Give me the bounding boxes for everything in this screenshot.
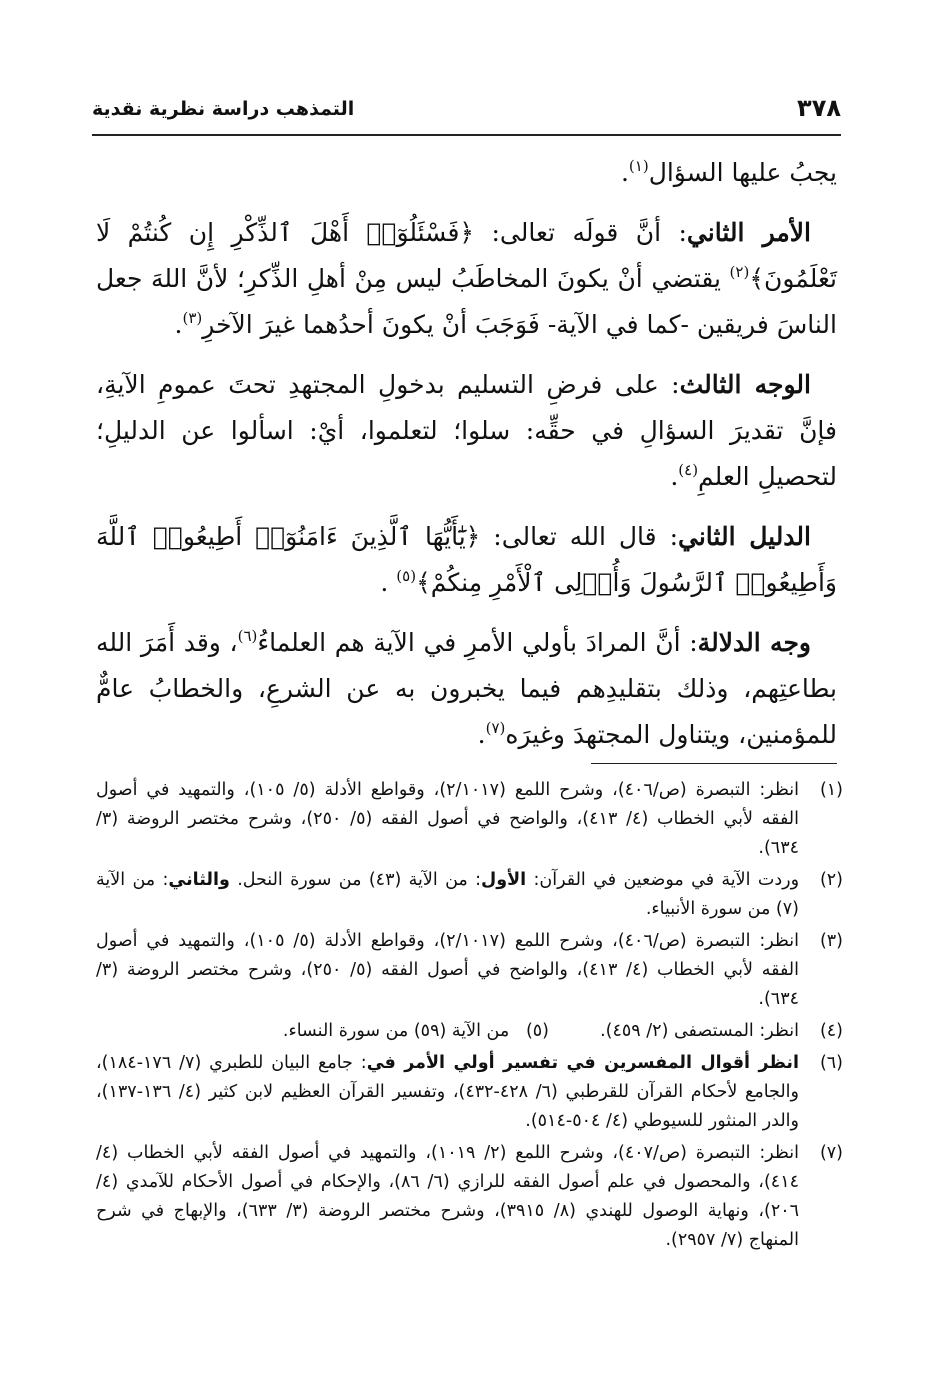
footnote-number: (١): [819, 780, 843, 800]
punctuation: .: [380, 568, 397, 597]
paragraph-text: : على فرضِ التسليم بدخولِ المجتهدِ تحتَ عمومِ الآيةِ، فإنَّ تقديرَ السؤالِ في حقِّه: سلوا؛ لتعلموا، أيْ: اسألوا عن الدليلِ؛ لتحصيلِ العلمِ: [96, 370, 837, 491]
footnote-item: [96, 1139, 843, 1255]
paragraph-text: ، وقد أَمَرَ الله بطاعتِهم، وذلك بتقليدِهم فيما يخبرون به عن الشرعِ، والخطابُ عامٌّ للمؤمنين، ويتناول المجتهدَ وغيرَه: [96, 628, 837, 749]
footnote-item: [96, 866, 843, 924]
footnote-text-part: : من الآية (٧) من سورة الأنبياء.: [96, 870, 799, 919]
paragraph-text: يجبُ عليها السؤال: [648, 158, 837, 187]
footnotes: [96, 776, 843, 1258]
footnote-item: [96, 776, 843, 863]
footnote-number: (٤): [819, 1021, 843, 1041]
footnote-text: انظر: التبصرة (ص/٤٠٦)، وشرح اللمع (٢/١٠١٧)، وقواطع الأدلة (٥/ ١٠٥)، والتمهيد في أصول الفقه لأبي الخطاب (٤/ ٤١٣)، والواضح في أصول الفقه (٥/ ٢٥٠)، وشرح مختصر الروضة (٣/ ٦٣٤).: [96, 931, 800, 1009]
paragraph-4: [96, 514, 837, 606]
footnote-text: [96, 866, 799, 924]
footnote-item: [96, 1017, 843, 1046]
footnote-item: [96, 1049, 843, 1136]
footnote-ref: (٢): [729, 263, 750, 281]
footnote-ref: (١): [628, 157, 649, 175]
footnote-text: [96, 1049, 799, 1136]
footnote-text: انظر: المستصفى (٢/ ٤٥٩).: [600, 1021, 799, 1041]
paragraph-1: [96, 150, 837, 196]
punctuation: .: [477, 720, 486, 749]
quran-verse: ﴿فَسْئَلُوٓا۟ أَهْلَ ٱلذِّكْرِ إِن كُنتُمْ لَا تَعْلَمُونَ﴾: [96, 218, 837, 293]
page-header: [92, 88, 841, 136]
paragraph-3: [96, 362, 837, 500]
paragraph-text: : أنَّ المرادَ بأولي الأمرِ في الآية هم العلماءُ: [257, 628, 698, 657]
section-label: الأمر الثاني: [686, 218, 811, 247]
paragraph-text: يقتضي أنْ يكونَ المخاطَبُ ليس مِنْ أهلِ الذِّكرِ؛ لأنَّ اللهَ جعل الناسَ فريقين -كما في الآية- فَوَجَبَ أنْ يكونَ أحدُهما غيرَ الآخرِ: [96, 264, 837, 339]
page-number: ٣٧٨: [797, 94, 841, 122]
footnote-emphasis: الأول: [481, 870, 527, 890]
footnote-item-inline: [283, 1017, 549, 1046]
footnote-number: (٣): [819, 931, 843, 951]
punctuation: .: [670, 462, 679, 491]
footnote-text: من الآية (٥٩) من سورة النساء.: [282, 1021, 510, 1041]
footnote-ref: (٤): [678, 461, 699, 479]
footnote-text: انظر: التبصرة (ص/٤٠٦)، وشرح اللمع (٢/١٠١٧)، وقواطع الأدلة (٥/ ١٠٥)، والتمهيد في أصول الفقه لأبي الخطاب (٤/ ٤١٣)، والواضح في أصول الفقه (٥/ ٢٥٠)، وشرح مختصر الروضة (٣/ ٦٣٤).: [96, 780, 800, 858]
section-label: وجه الدلالة: [697, 628, 811, 657]
footnote-ref: (٦): [237, 627, 258, 645]
footnote-emphasis: انظر أقوال المفسرين في تفسير أولي الأمر في: [366, 1053, 799, 1073]
footnote-number: (٦): [819, 1053, 843, 1073]
footnote-ref: (٥): [396, 567, 417, 585]
section-label: الوجه الثالث: [679, 370, 811, 399]
main-text: [96, 150, 837, 772]
footnote-number: (٧): [819, 1143, 843, 1163]
footnote-number: (٥): [525, 1021, 549, 1041]
footnote-pair: [96, 1017, 799, 1046]
quran-verse: ﴿يَٰٓأَيُّهَا ٱلَّذِينَ ءَامَنُوٓا۟ أَطِيعُوا۟ ٱللَّهَ وَأَطِيعُوا۟ ٱلرَّسُولَ وَأُو۟لِى ٱلْأَمْرِ مِنكُمْ﴾: [96, 522, 837, 597]
footnote-ref: (٣): [182, 309, 203, 327]
footnote-divider: [591, 763, 837, 764]
paragraph-text: : أنَّ قولَه تعالى:: [474, 218, 687, 247]
running-title: التمذهب دراسة نظرية نقدية: [92, 98, 355, 120]
paragraph-2: [96, 210, 837, 348]
footnote-emphasis: والثاني: [168, 870, 230, 890]
footnote-text-part: وردت الآية في موضعين في القرآن:: [526, 870, 800, 890]
paragraph-5: [96, 620, 837, 758]
section-label: الدليل الثاني: [678, 522, 811, 551]
footnote-ref: (٧): [485, 719, 506, 737]
footnote-number: (٢): [819, 870, 843, 890]
footnote-text-part: : من الآية (٤٣) من سورة النحل.: [229, 870, 482, 890]
footnote-text-part: : جامع البيان للطبري (٧/ ١٧٦-١٨٤)، والجامع لأحكام القرآن للقرطبي (٦/ ٤٢٨-٤٣٢)، وتفسير القرآن العظيم لابن كثير (٤/ ١٣٦-١٣٧)، والدر المنثور للسيوطي (٤/ ٥٠٤-٥١٤).: [96, 1053, 799, 1131]
footnote-text: انظر: التبصرة (ص/٤٠٧)، وشرح اللمع (٢/ ١٠١٩)، والتمهيد في أصول الفقه لأبي الخطاب (٤/ ٤١٤)، والمحصول في علم أصول الفقه للرازي (٦/ ٨٦)، والإحكام في أصول الأحكام للآمدي (٤/ ٢٠٦)، ونهاية الوصول للهندي (٨/ ٣٩١٥)، وشرح مختصر الروضة (٣/ ٦٣٣)، والإبهاج في شرح المنهاج (٧/ ٢٩٥٧).: [96, 1143, 800, 1250]
punctuation: .: [174, 310, 183, 339]
paragraph-text: : قال الله تعالى:: [480, 522, 678, 551]
punctuation: .: [620, 158, 629, 187]
footnote-item: [96, 927, 843, 1014]
